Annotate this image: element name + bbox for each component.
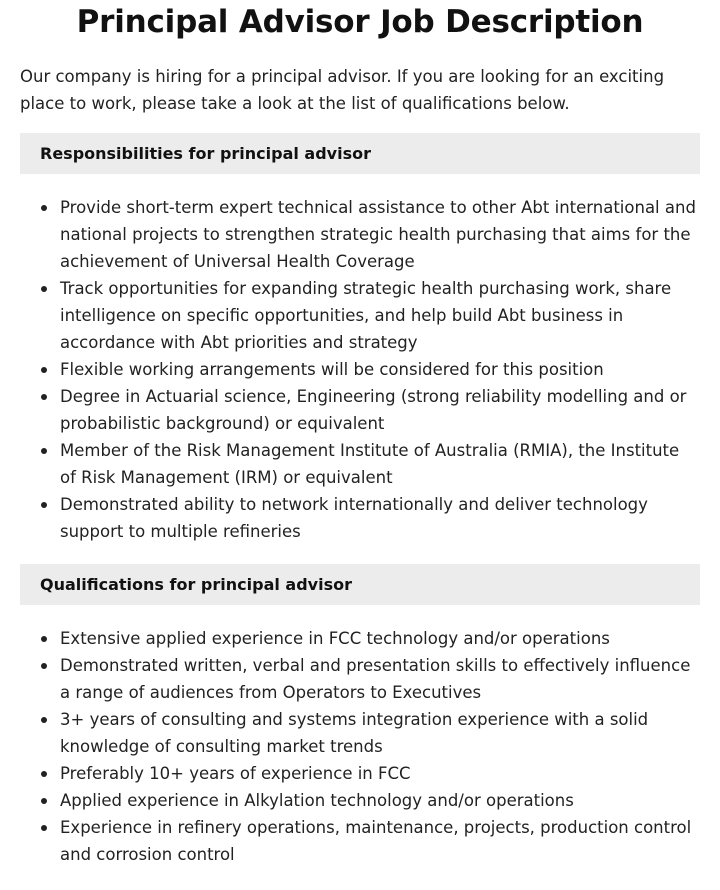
list-item: Flexible working arrangements will be considered for this position	[60, 356, 700, 383]
list-item: 3+ years of consulting and systems integration experience with a solid knowledge of consulting market trends	[60, 706, 700, 760]
responsibilities-list	[20, 194, 700, 545]
list-item: Demonstrated ability to network internationally and deliver technology support to multiple refineries	[60, 491, 700, 545]
qualifications-heading: Qualifications for principal advisor	[20, 564, 700, 605]
intro-paragraph: Our company is hiring for a principal advisor. If you are looking for an exciting place to work, please take a look at the list of qualifications below.	[20, 67, 665, 113]
qualifications-list	[20, 625, 700, 868]
list-item: Preferably 10+ years of experience in FCC	[60, 760, 700, 787]
responsibilities-heading: Responsibilities for principal advisor	[20, 133, 700, 174]
list-item: Applied experience in Alkylation technology and/or operations	[60, 787, 700, 814]
list-item: Provide short-term expert technical assistance to other Abt international and national projects to strengthen strategic health purchasing that aims for the achievement of Universal Health Coverage	[60, 194, 700, 275]
list-item: Demonstrated written, verbal and presentation skills to effectively influence a range of audiences from Operators to Executives	[60, 652, 700, 706]
list-item: Degree in Actuarial science, Engineering (strong reliability modelling and or probabilistic background) or equivalent	[60, 383, 700, 437]
page-title: Principal Advisor Job Description	[76, 4, 644, 40]
list-item: Extensive applied experience in FCC technology and/or operations	[60, 625, 700, 652]
list-item: Member of the Risk Management Institute of Australia (RMIA), the Institute of Risk Management (IRM) or equivalent	[60, 437, 700, 491]
list-item: Track opportunities for expanding strategic health purchasing work, share intelligence on specific opportunities, and help build Abt business in accordance with Abt priorities and strategy	[60, 275, 700, 356]
list-item: Experience in refinery operations, maintenance, projects, production control and corrosion control	[60, 814, 700, 868]
